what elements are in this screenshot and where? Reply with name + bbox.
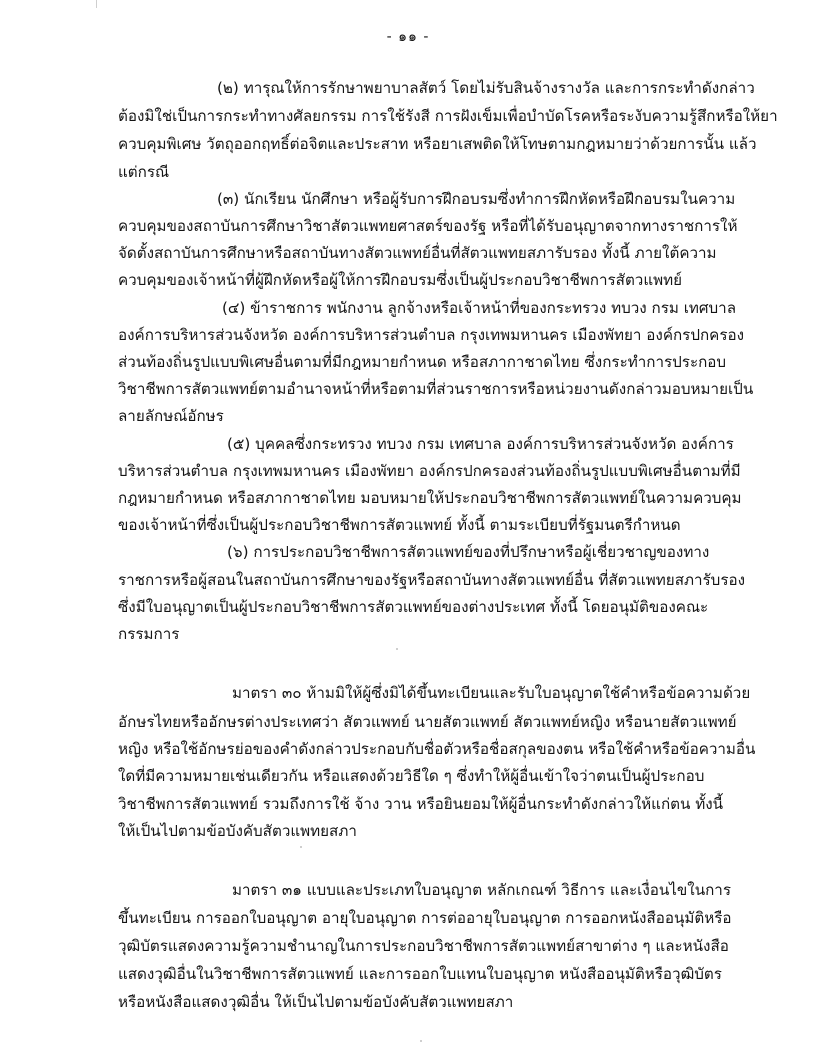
item-3-line-3: จัดตั้งสถาบันการศึกษาหรือสถาบันทางสัตวแพทย์อื่นที่สัตวแพทยสภารับรอง ทั้งนี้ ภายใต้ความ (118, 244, 717, 262)
item-5-line-4: ของเจ้าหน้าที่ซึ่งเป็นผู้ประกอบวิชาชีพการสัตวแพทย์ ทั้งนี้ ตามระเบียบที่รัฐมนตรีกำหนด (118, 516, 681, 534)
section-30-line-6: ให้เป็นไปตามข้อบังคับสัตวแพทยสภา (118, 822, 357, 840)
section-30-line-4: ใดที่มีความหมายเช่นเดียวกัน หรือแสดงด้วยวิธีใด ๆ ซึ่งทำให้ผู้อื่นเข้าใจว่าตนเป็นผู้ประกอบ (118, 767, 705, 785)
item-4-line-3: ส่วนท้องถิ่นรูปแบบพิเศษอื่นตามที่มีกฎหมายกำหนด หรือสภากาชาดไทย ซึ่งกระทำการประกอบ (118, 353, 727, 371)
section-30-line-1: มาตรา ๓๐ ห้ามมิให้ผู้ซึ่งมิได้ขึ้นทะเบียนและรับใบอนุญาตใช้คำหรือข้อความด้วย (232, 684, 751, 702)
section-30-line-5: วิชาชีพการสัตวแพทย์ รวมถึงการใช้ จ้าง วาน หรือยินยอมให้ผู้อื่นกระทำดังกล่าวให้แก่ตน ทั้งนี้ (118, 795, 724, 813)
item-6-line-1: (๖) การประกอบวิชาชีพการสัตวแพทย์ของที่ปรึกษาหรือผู้เชี่ยวชาญของทาง (227, 543, 710, 561)
page-number: - ๑๑ - (386, 29, 430, 45)
section-30-line-2: อักษรไทยหรืออักษรต่างประเทศว่า สัตวแพทย์ นายสัตวแพทย์ สัตวแพทย์หญิง หรือนายสัตวแพทย์ (118, 713, 737, 731)
item-4-line-5: ลายลักษณ์อักษร (118, 407, 224, 425)
section-31-line-5: หรือหนังสือแสดงวุฒิอื่น ให้เป็นไปตามข้อบังคับสัตวแพทยสภา (118, 993, 514, 1011)
scan-artifact (96, 0, 97, 8)
section-31-line-2: ขึ้นทะเบียน การออกใบอนุญาต อายุใบอนุญาต การต่ออายุใบอนุญาต การออกหนังสืออนุมัติหรือ (118, 909, 732, 927)
item-2-line-3: ควบคุมพิเศษ วัตถุออกฤทธิ์ต่อจิตและประสาท หรือยาเสพติดให้โทษตามกฎหมายว่าด้วยการนั้น แล้ว (118, 135, 757, 153)
item-6-line-2: ราชการหรือผู้สอนในสถาบันการศึกษาของรัฐหรือสถาบันทางสัตวแพทย์อื่น ที่สัตวแพทยสภารับรอง (118, 571, 746, 589)
item-3-line-4: ควบคุมของเจ้าหน้าที่ผู้ฝึกหัดหรือผู้ให้การฝึกอบรมซึ่งเป็นผู้ประกอบวิชาชีพการสัตวแพทย์ (118, 271, 683, 289)
item-4-line-2: องค์การบริหารส่วนจังหวัด องค์การบริหารส่วนตำบล กรุงเทพมหานคร เมืองพัทยา องค์กรปกครอง (118, 326, 745, 344)
section-31-line-1: มาตรา ๓๑ แบบและประเภทใบอนุญาต หลักเกณฑ์ วิธีการ และเงื่อนไขในการ (232, 881, 731, 899)
item-5-line-1: (๕) บุคคลซึ่งกระทรวง ทบวง กรม เทศบาล องค์การบริหารส่วนจังหวัด องค์การ (227, 435, 734, 453)
item-5-line-3: กฎหมายกำหนด หรือสภากาชาดไทย มอบหมายให้ประกอบวิชาชีพการสัตวแพทย์ในความควบคุม (118, 489, 742, 507)
item-2-line-4: แต่กรณี (118, 163, 170, 181)
item-6-line-4: กรรมการ (118, 625, 180, 643)
section-31-line-4: แสดงวุฒิอื่นในวิชาชีพการสัตวแพทย์ และการออกใบแทนใบอนุญาต หนังสืออนุมัติหรือวุฒิบัตร (118, 965, 722, 983)
item-5-line-2: บริหารส่วนตำบล กรุงเทพมหานคร เมืองพัทยา องค์กรปกครองส่วนท้องถิ่นรูปแบบพิเศษอื่นตามที่มี (118, 462, 741, 480)
item-4-line-4: วิชาชีพการสัตวแพทย์ตามอำนาจหน้าที่หรือตามที่ส่วนราชการหรือหน่วยงานดังกล่าวมอบหมายเป็น (118, 380, 754, 398)
scan-artifact (300, 846, 302, 848)
scan-artifact (396, 648, 398, 650)
section-30-line-3: หญิง หรือใช้อักษรย่อของคำดังกล่าวประกอบกับชื่อตัวหรือชื่อสกุลของตน หรือใช้คำหรือข้อความอื่น (118, 740, 756, 758)
item-2-line-1: (๒) ทารุณให้การรักษาพยาบาลสัตว์ โดยไม่รับสินจ้างรางวัล และการกระทำดังกล่าว (217, 79, 755, 97)
scan-artifact (420, 1040, 422, 1042)
item-2-line-2: ต้องมิใช่เป็นการกระทำทางศัลยกรรม การใช้รังสี การฝังเข็มเพื่อบำบัดโรคหรือระงับความรู้สึกหรือให้ยา (118, 107, 778, 125)
item-3-line-2: ควบคุมของสถาบันการศึกษาวิชาสัตวแพทยศาสตร์ของรัฐ หรือที่ได้รับอนุญาตจากทางราชการให้ (118, 217, 738, 235)
item-4-line-1: (๔) ข้าราชการ พนักงาน ลูกจ้างหรือเจ้าหน้าที่ของกระทรวง ทบวง กรม เทศบาล (222, 299, 737, 317)
item-6-line-3: ซึ่งมีใบอนุญาตเป็นผู้ประกอบวิชาชีพการสัตวแพทย์ของต่างประเทศ ทั้งนี้ โดยอนุมัติของคณะ (118, 598, 709, 616)
item-3-line-1: (๓) นักเรียน นักศึกษา หรือผู้รับการฝึกอบรมซึ่งทำการฝึกหัดหรือฝึกอบรมในความ (217, 190, 736, 208)
section-31-line-3: วุฒิบัตรแสดงความรู้ความชำนาญในการประกอบวิชาชีพการสัตวแพทย์สาขาต่าง ๆ และหนังสือ (118, 937, 729, 955)
